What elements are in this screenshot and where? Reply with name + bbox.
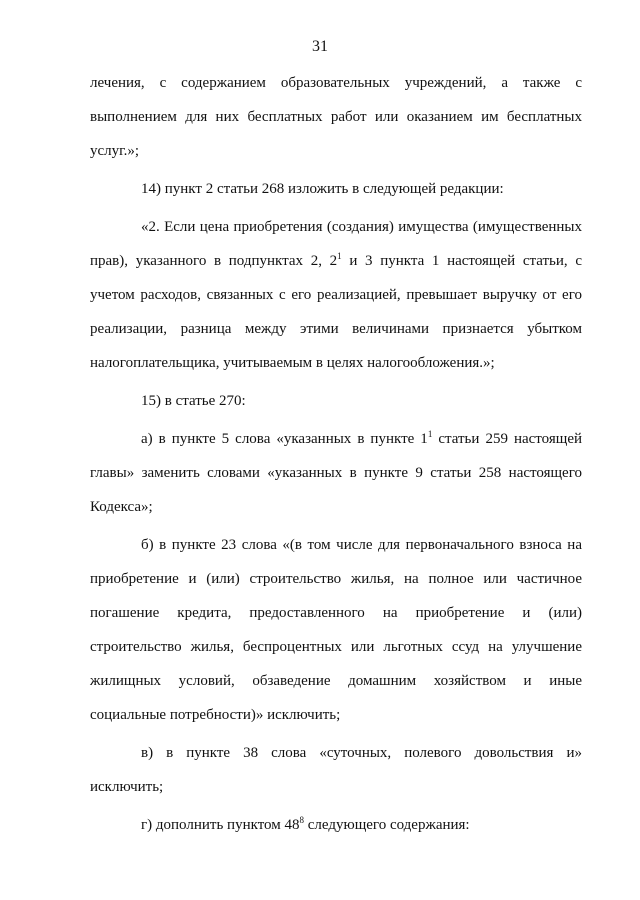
text-line: исключить; (90, 779, 164, 795)
text-fragment: статьи 259 настоящей (432, 431, 583, 447)
text-fragment: а) в пункте 5 слова «указанных в пункте 1 (141, 431, 428, 447)
text-line: Кодекса»; (90, 499, 153, 515)
text-line: приобретение и (или) строительство жилья, на полное или частичное (90, 571, 582, 587)
text-fragment: следующего содержания: (304, 817, 470, 833)
text-line (90, 422, 582, 456)
text-line: погашение кредита, предоставленного на приобретение и (или) (90, 605, 582, 621)
text-line: строительство жилья, беспроцентных или льготных ссуд на улучшение (90, 639, 582, 655)
text-line: 14) пункт 2 статьи 268 изложить в следующей редакции: (141, 181, 504, 197)
document-body (90, 66, 582, 842)
superscript: 8 (299, 815, 305, 825)
text-line: социальные потребности)» исключить; (90, 707, 341, 723)
text-line: лечения, с содержанием образовательных учреждений, а также с (90, 75, 582, 91)
text-line: учетом расходов, связанных с его реализацией, превышает выручку от его (90, 287, 582, 303)
text-line: услуг.»; (90, 143, 140, 159)
text-fragment: и 3 пункта 1 настоящей статьи, с (341, 253, 582, 269)
superscript: 1 (427, 429, 433, 439)
text-fragment: г) дополнить пунктом 48 (141, 817, 300, 833)
text-line (90, 808, 582, 842)
superscript: 1 (337, 251, 342, 261)
text-line (90, 244, 582, 278)
text-line: 15) в статье 270: (141, 393, 246, 409)
page-number: 31 (312, 38, 328, 55)
text-line: в) в пункте 38 слова «суточных, полевого довольствия и» (141, 745, 582, 761)
text-line: б) в пункте 23 слова «(в том числе для первоначального взноса на (141, 537, 582, 553)
text-line: жилищных условий, обзаведение домашним хозяйством и иные (90, 673, 582, 689)
text-fragment: прав), указанного в подпунктах 2, 2 (90, 253, 338, 269)
text-line: главы» заменить словами «указанных в пункте 9 статьи 258 настоящего (90, 465, 582, 481)
text-line: налогоплательщика, учитываемым в целях налогообложения.»; (90, 355, 495, 371)
text-line: «2. Если цена приобретения (создания) имущества (имущественных (141, 219, 582, 235)
text-line: реализации, разница между этими величинами признается убытком (90, 321, 582, 337)
text-line: выполнением для них бесплатных работ или оказанием им бесплатных (90, 109, 582, 125)
